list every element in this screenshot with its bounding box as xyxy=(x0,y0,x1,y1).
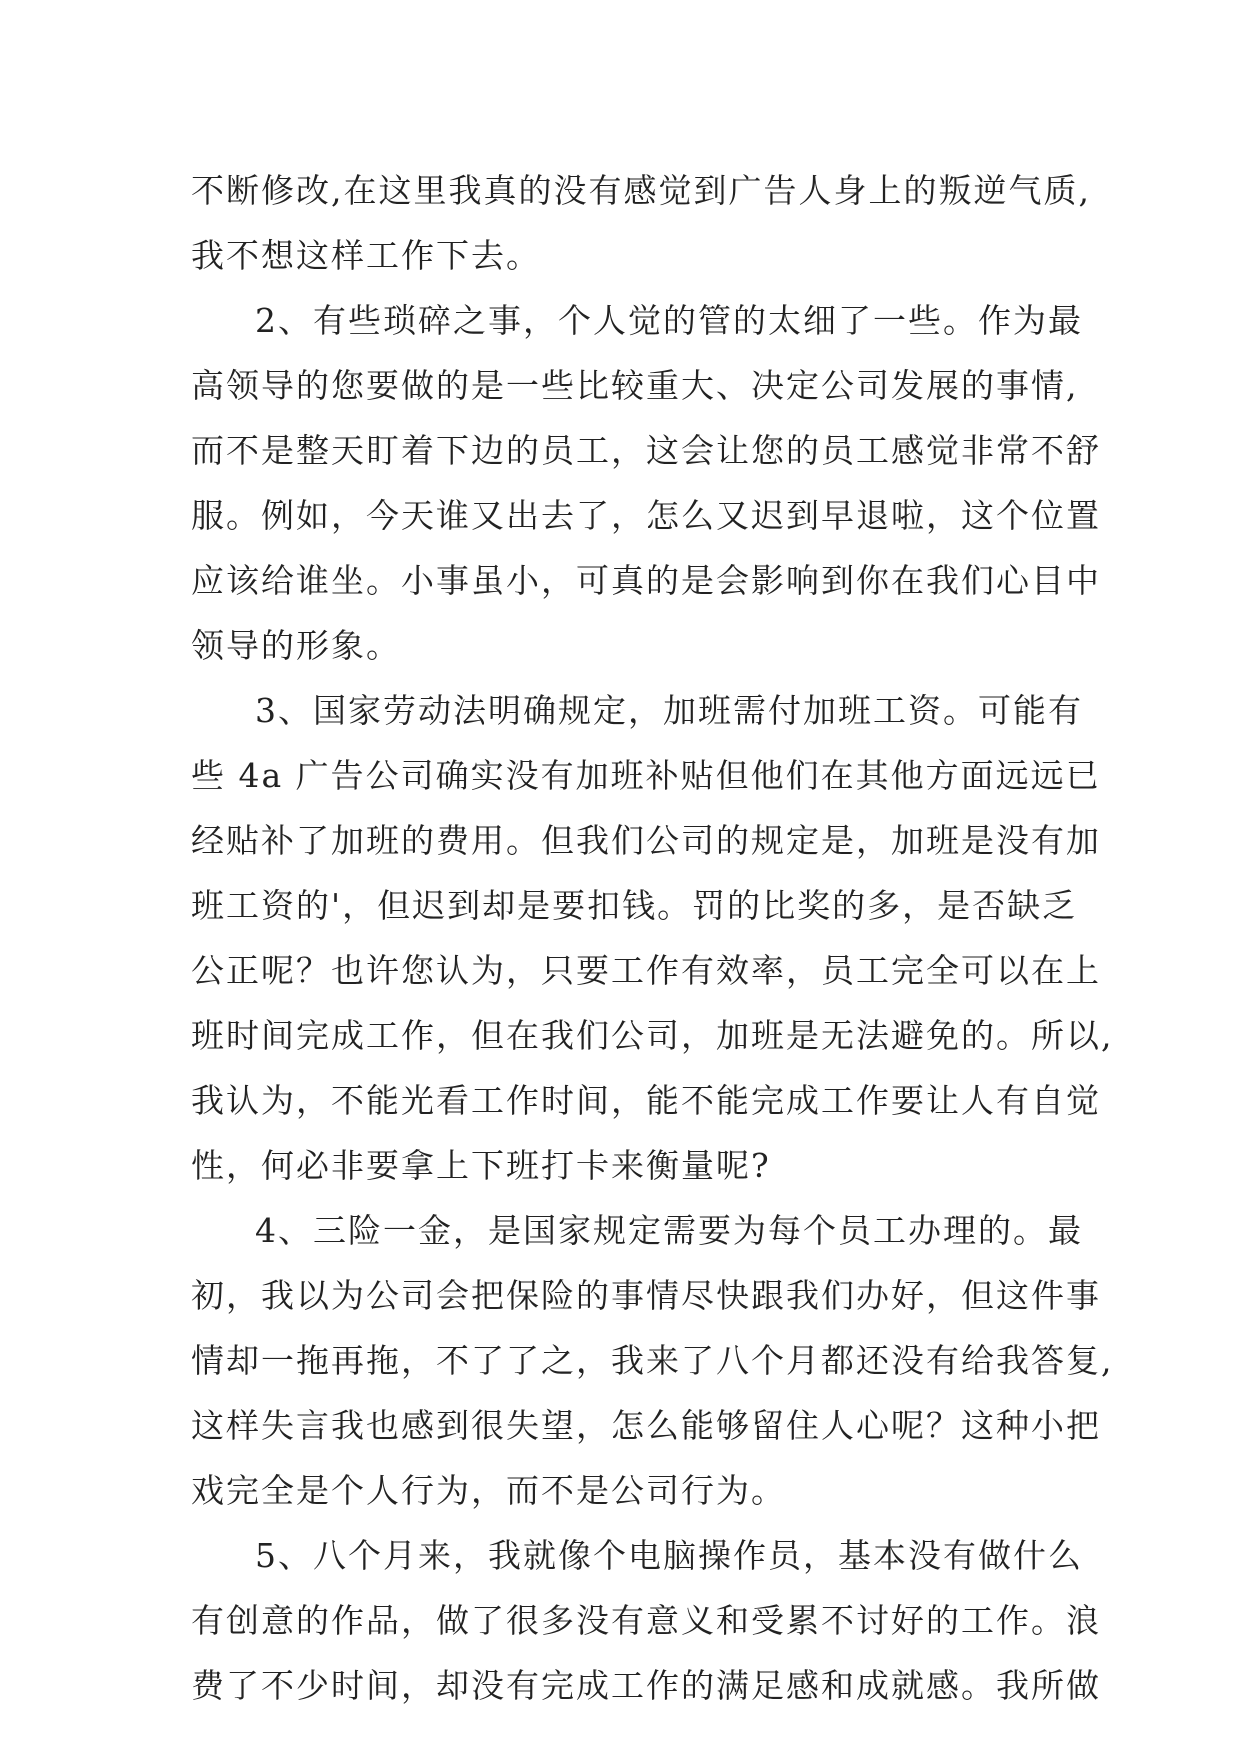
text-line: 应该给谁坐。小事虽小，可真的是会影响到你在我们心目中 xyxy=(191,561,1101,600)
text-line: 情却一拖再拖，不了了之，我来了八个月都还没有给我答复, xyxy=(191,1341,1114,1380)
paragraph-first-line: 4、三险一金，是国家规定需要为每个员工办理的。最 xyxy=(255,1211,1083,1250)
text-line: 公正呢？也许您认为，只要工作有效率，员工完全可以在上 xyxy=(191,951,1101,990)
text-line: 我不想这样工作下去。 xyxy=(191,236,541,275)
text-line: 有创意的作品，做了很多没有意义和受累不讨好的工作。浪 xyxy=(191,1601,1101,1640)
text-line: 初，我以为公司会把保险的事情尽快跟我们办好，但这件事 xyxy=(191,1276,1101,1315)
text-line: 些 4a 广告公司确实没有加班补贴但他们在其他方面远远已 xyxy=(191,756,1101,795)
text-line: 班工资的'，但迟到却是要扣钱。罚的比奖的多，是否缺乏 xyxy=(191,886,1078,925)
paragraph-first-line: 3、国家劳动法明确规定，加班需付加班工资。可能有 xyxy=(255,691,1083,730)
text-line: 性，何必非要拿上下班打卡来衡量呢? xyxy=(191,1146,771,1185)
paragraph-first-line: 2、有些琐碎之事，个人觉的管的太细了一些。作为最 xyxy=(255,301,1083,340)
text-line: 而不是整天盯着下边的员工，这会让您的员工感觉非常不舒 xyxy=(191,431,1101,470)
document-body xyxy=(191,158,1114,1718)
text-line: 领导的形象。 xyxy=(191,626,401,665)
text-line: 费了不少时间，却没有完成工作的满足感和成就感。我所做 xyxy=(191,1666,1101,1705)
text-line: 高领导的您要做的是一些比较重大、决定公司发展的事情, xyxy=(191,366,1079,405)
text-line: 这样失言我也感到很失望，怎么能够留住人心呢？这种小把 xyxy=(191,1406,1101,1445)
text-line: 我认为，不能光看工作时间，能不能完成工作要让人有自觉 xyxy=(191,1081,1101,1120)
text-line: 班时间完成工作，但在我们公司，加班是无法避免的。所以, xyxy=(191,1016,1114,1055)
text-line: 服。例如，今天谁又出去了，怎么又迟到早退啦，这个位置 xyxy=(191,496,1101,535)
text-line: 经贴补了加班的费用。但我们公司的规定是，加班是没有加 xyxy=(191,821,1101,860)
text-line: 不断修改,在这里我真的没有感觉到广告人身上的叛逆气质, xyxy=(191,171,1091,210)
text-line: 戏完全是个人行为，而不是公司行为。 xyxy=(191,1471,786,1510)
paragraph-first-line: 5、八个月来，我就像个电脑操作员，基本没有做什么 xyxy=(255,1536,1083,1575)
